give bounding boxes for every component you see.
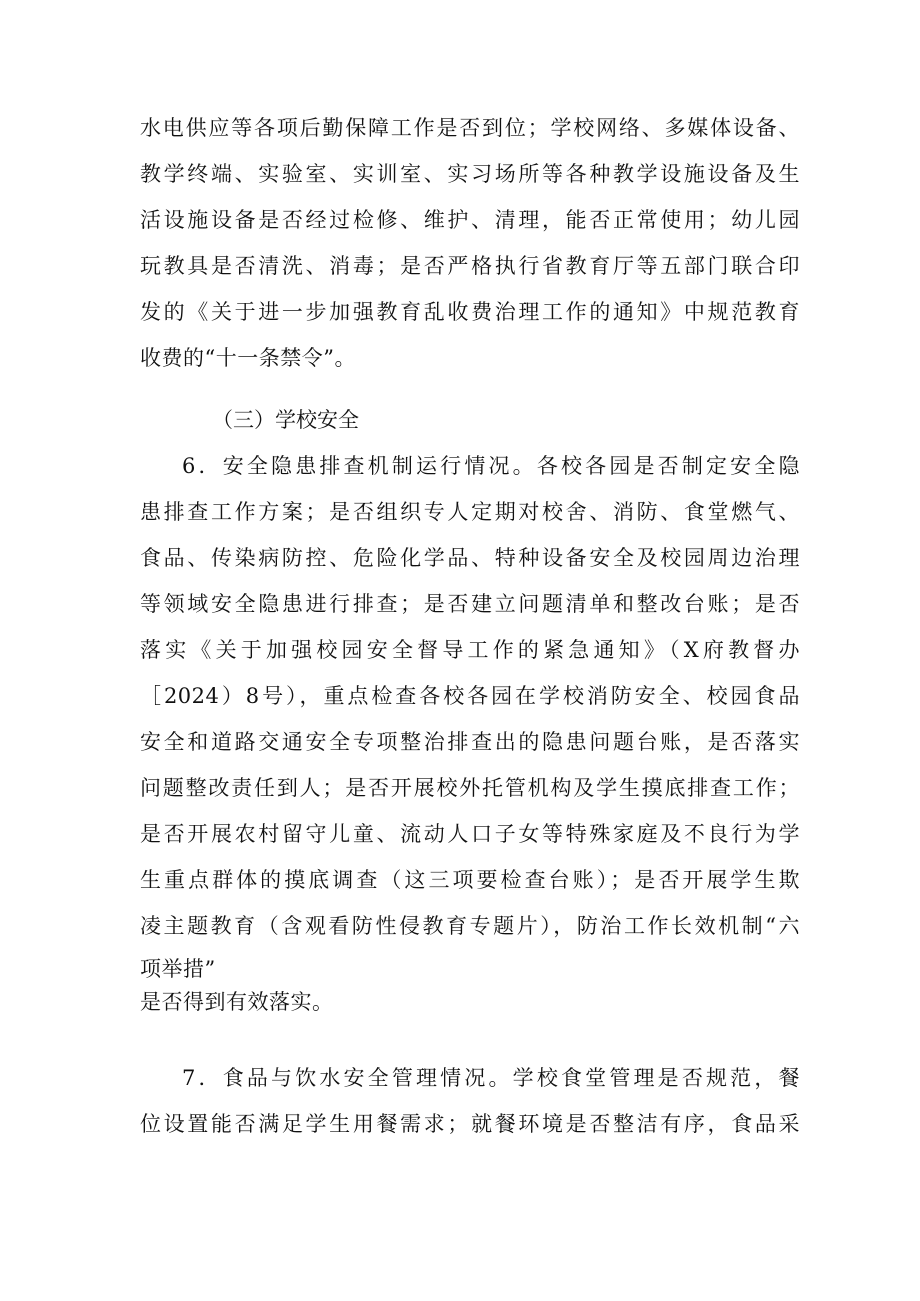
text-line: 6．安全隐患排查机制运行情况。各校各园是否制定安全隐 <box>182 454 800 478</box>
text-line: 玩教具是否清洗、消毒；是否严格执行省教育厅等五部门联合印 <box>140 254 800 278</box>
text-line: 问题整改责任到人；是否开展校外托管机构及学生摸底排查工作； <box>140 776 800 800</box>
text-line: 生重点群体的摸底调查（这三项要检查台账）；是否开展学生欺 <box>140 868 800 892</box>
text-line: 是否得到有效落实。 <box>140 990 334 1014</box>
paragraph-safety-hazards <box>140 443 800 1015</box>
text-line: 是否开展农村留守儿童、流动人口子女等特殊家庭及不良行为学 <box>140 822 800 846</box>
text-line: 7．食品与饮水安全管理情况。学校食堂管理是否规范，餐 <box>182 1066 800 1090</box>
section-heading: （三）学校安全 <box>212 408 359 432</box>
text-line: 收费的“十一条禁令”。 <box>140 346 356 370</box>
text-line: 等领域安全隐患进行排查；是否建立问题清单和整改台账；是否 <box>140 592 800 616</box>
text-line: 食品、传染病防控、危险化学品、特种设备安全及校园周边治理 <box>140 546 800 570</box>
text-line: 凌主题教育（含观看防性侵教育专题片），防治工作长效机制“六 <box>140 914 800 938</box>
text-line: 安全和道路交通安全专项整治排查出的隐患问题台账，是否落实 <box>140 730 800 754</box>
text-line: 发的《关于进一步加强教育乱收费治理工作的通知》中规范教育 <box>140 300 800 324</box>
text-line: 水电供应等各项后勤保障工作是否到位；学校网络、多媒体设备、 <box>140 116 800 140</box>
paragraph-logistics <box>140 105 800 381</box>
text-line: 患排查工作方案；是否组织专人定期对校舍、消防、食堂燃气、 <box>140 500 800 524</box>
text-line: 活设施设备是否经过检修、维护、清理，能否正常使用；幼儿园 <box>140 208 800 232</box>
text-line: 教学终端、实验室、实训室、实习场所等各种教学设施设备及生 <box>140 162 800 186</box>
text-line: 项举措” <box>140 957 216 981</box>
text-line: 位设置能否满足学生用餐需求；就餐环境是否整洁有序，食品采 <box>140 1112 800 1136</box>
text-line: ［2024）8号），重点检查各校各园在学校消防安全、校园食品 <box>140 684 800 708</box>
paragraph-food-safety <box>140 1055 800 1147</box>
text-line: 落实《关于加强校园安全督导工作的紧急通知》（X府教督办 <box>140 638 800 662</box>
